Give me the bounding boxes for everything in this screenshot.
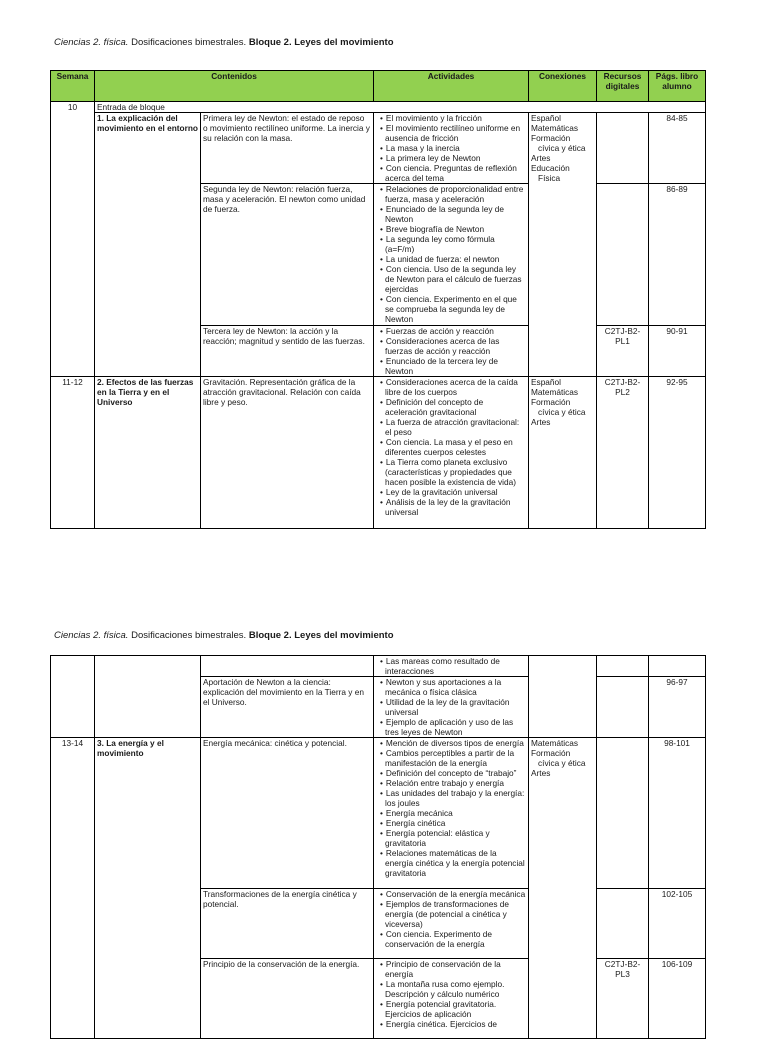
col-actividades: Actividades <box>374 71 529 102</box>
col-semana: Semana <box>51 71 95 102</box>
activities-cell <box>374 738 529 889</box>
activities-cell <box>374 959 529 1039</box>
activity-item: • Relaciones de proporcionalidad entre fuerza, masa y aceleración <box>376 184 526 204</box>
page-header <box>54 37 394 48</box>
activity-item: • Utilidad de la ley de la gravitación universal <box>376 697 526 717</box>
activity-item: • Breve biografía de Newton <box>376 224 526 234</box>
page-range: 84-85 <box>649 113 706 184</box>
page-range: 102-105 <box>649 889 706 959</box>
content-cell: Gravitación. Representación gráfica de la atracción gravitacional. Relación con caída libre y peso. <box>201 377 374 529</box>
activity-item: • Ejemplo de aplicación y uso de las tres leyes de Newton <box>376 717 526 737</box>
activity-item: • La montaña rusa como ejemplo. Descripción y cálculo numérico <box>376 979 526 999</box>
activity-item: • Ley de la gravitación universal <box>376 487 526 497</box>
col-contenidos: Contenidos <box>95 71 374 102</box>
activities-cell <box>374 184 529 326</box>
header-subject: Ciencias 2. física. <box>54 37 129 48</box>
connection-item: cívica y ética <box>538 143 586 153</box>
activity-item: • Fuerzas de acción y reacción <box>376 326 526 336</box>
activity-item: • Consideraciones acerca de las fuerzas de acción y reacción <box>376 336 526 356</box>
header-block: Bloque 2. Leyes del movimiento <box>248 37 394 48</box>
activity-item: • Definición del concepto de “trabajo” <box>376 768 526 778</box>
resource-code <box>597 184 649 326</box>
plan-table-page1 <box>50 70 706 529</box>
resource-code <box>597 889 649 959</box>
content-cell <box>201 656 374 677</box>
activities-cell <box>374 377 529 529</box>
page-range: 96-97 <box>649 677 706 738</box>
activity-item: • La segunda ley como fórmula (a=F/m) <box>376 234 526 254</box>
page-header <box>54 630 394 641</box>
connection-item: Artes <box>531 153 551 163</box>
entrada-row <box>51 102 706 113</box>
activity-item: • Conservación de la energía mecánica <box>376 889 526 899</box>
activity-item: • Definición del concepto de aceleración gravitacional <box>376 397 526 417</box>
activity-item: • La masa y la inercia <box>376 143 526 153</box>
activities-cell <box>374 326 529 377</box>
activity-item: • Cambios perceptibles a partir de la manifestación de la energía <box>376 748 526 768</box>
activity-item: • Con ciencia. Uso de la segunda ley de Newton para el cálculo de fuerzas ejercidas <box>376 264 526 294</box>
block-title: 3. La energía y el movimiento <box>95 738 201 1039</box>
activities-cell <box>374 677 529 738</box>
activity-item: • La Tierra como planeta exclusivo (características y propiedades que hacen posible la existencia de vida) <box>376 457 526 487</box>
connection-item: Matemáticas <box>531 123 579 133</box>
page-range: 90-91 <box>649 326 706 377</box>
connection-item: Formación <box>531 748 571 758</box>
content-cell: Transformaciones de la energía cinética y potencial. <box>201 889 374 959</box>
col-conexiones: Conexiones <box>529 71 597 102</box>
content-cell: Primera ley de Newton: el estado de reposo o movimiento rectilíneo uniforme. La inercia y su relación con la masa. <box>201 113 374 184</box>
activity-item: • Con ciencia. Experimento en el que se comprueba la segunda ley de Newton <box>376 294 526 324</box>
activities-cell <box>374 656 529 677</box>
connection-item: Español <box>531 377 561 387</box>
resource-code <box>597 738 649 889</box>
page-range: 98-101 <box>649 738 706 889</box>
week-cell: 11-12 <box>51 377 95 529</box>
resource-code: C2TJ-B2-PL2 <box>597 377 649 529</box>
activity-item: • Ejemplos de transformaciones de energía (de potencial a cinética y viceversa) <box>376 899 526 929</box>
activity-item: • Con ciencia. Preguntas de reflexión acerca del tema <box>376 163 526 183</box>
activity-item: • Mención de diversos tipos de energía <box>376 738 526 748</box>
page-range: 86-89 <box>649 184 706 326</box>
content-cell: Energía mecánica: cinética y potencial. <box>201 738 374 889</box>
activity-item: • Con ciencia. La masa y el peso en diferentes cuerpos celestes <box>376 437 526 457</box>
resource-code <box>597 677 649 738</box>
connection-item: cívica y ética <box>538 407 586 417</box>
activity-item: • Energía mecánica <box>376 808 526 818</box>
connection-item: cívica y ética <box>538 758 586 768</box>
connection-item: Artes <box>531 417 551 427</box>
plan-table-page2 <box>50 655 706 1039</box>
connection-item: Matemáticas <box>531 738 579 748</box>
activity-item: • Energía potencial gravitatoria. Ejercicios de aplicación <box>376 999 526 1019</box>
connection-item: Artes <box>531 768 551 778</box>
activity-item: • El movimiento rectilíneo uniforme en ausencia de fricción <box>376 123 526 143</box>
col-pags: Págs. libro alumno <box>649 71 706 102</box>
connection-item: Educación <box>531 163 570 173</box>
activity-item: • La fuerza de atracción gravitacional: el peso <box>376 417 526 437</box>
activity-item: • Energía potencial: elástica y gravitatoria <box>376 828 526 848</box>
activity-item: • Las mareas como resultado de interacciones <box>376 656 526 676</box>
block-title <box>95 656 201 738</box>
connections-cell <box>529 738 597 1039</box>
connection-item: Física <box>538 173 561 183</box>
header-doc: Dosificaciones bimestrales. <box>128 37 249 48</box>
activity-item: • Consideraciones acerca de la caída libre de los cuerpos <box>376 377 526 397</box>
resource-code: C2TJ-B2-PL1 <box>597 326 649 377</box>
activity-item: • Relaciones matemáticas de la energía cinética y la energía potencial gravitatoria <box>376 848 526 878</box>
connection-item: Formación <box>531 133 571 143</box>
activities-cell <box>374 113 529 184</box>
activity-item: • El movimiento y la fricción <box>376 113 526 123</box>
block-title: 2. Efectos de las fuerzas en la Tierra y en el Universo <box>95 377 201 529</box>
content-cell: Principio de la conservación de la energía. <box>201 959 374 1039</box>
week-cell: 10 <box>51 102 95 377</box>
week-cell <box>51 656 95 738</box>
table-row <box>51 377 706 529</box>
activity-item: • Relación entre trabajo y energía <box>376 778 526 788</box>
content-cell: Aportación de Newton a la ciencia: explicación del movimiento en la Tierra y en el Universo. <box>201 677 374 738</box>
connections-cell <box>529 113 597 377</box>
col-recursos: Recursos digitales <box>597 71 649 102</box>
header-doc: Dosificaciones bimestrales. <box>128 630 249 641</box>
table-row <box>51 738 706 889</box>
activity-item: • Análisis de la ley de la gravitación universal <box>376 497 526 517</box>
activity-item: • Energía cinética. Ejercicios de <box>376 1019 526 1029</box>
connections-cell <box>529 377 597 529</box>
activity-item: • La primera ley de Newton <box>376 153 526 163</box>
resource-code: C2TJ-B2-PL3 <box>597 959 649 1039</box>
connection-item: Formación <box>531 397 571 407</box>
activity-item: • Enunciado de la tercera ley de Newton <box>376 356 526 376</box>
connections-cell <box>529 656 597 738</box>
activity-item: • Energía cinética <box>376 818 526 828</box>
activity-item: • Enunciado de la segunda ley de Newton <box>376 204 526 224</box>
activity-item: • Newton y sus aportaciones a la mecánica o física clásica <box>376 677 526 697</box>
header-block: Bloque 2. Leyes del movimiento <box>248 630 394 641</box>
page-range: 92-95 <box>649 377 706 529</box>
entrada-text: Entrada de bloque <box>95 102 706 113</box>
header-row <box>51 71 706 102</box>
activity-item: • Principio de conservación de la energía <box>376 959 526 979</box>
activity-item: • Con ciencia. Experimento de conservación de la energía <box>376 929 526 949</box>
table-row <box>51 656 706 677</box>
resource-code <box>597 113 649 184</box>
activity-item: • La unidad de fuerza: el newton <box>376 254 526 264</box>
resource-code <box>597 656 649 677</box>
content-cell: Tercera ley de Newton: la acción y la reacción; magnitud y sentido de las fuerzas. <box>201 326 374 377</box>
page-range: 106-109 <box>649 959 706 1039</box>
content-cell: Segunda ley de Newton: relación fuerza, masa y aceleración. El newton como unidad de fuerza. <box>201 184 374 326</box>
activities-cell <box>374 889 529 959</box>
connection-item: Matemáticas <box>531 387 579 397</box>
connection-item: Español <box>531 113 561 123</box>
page-range <box>649 656 706 677</box>
week-cell: 13-14 <box>51 738 95 1039</box>
block-title: 1. La explicación del movimiento en el entorno <box>95 113 201 377</box>
table-row <box>51 113 706 184</box>
header-subject: Ciencias 2. física. <box>54 630 129 641</box>
activity-item: • Las unidades del trabajo y la energía: los joules <box>376 788 526 808</box>
